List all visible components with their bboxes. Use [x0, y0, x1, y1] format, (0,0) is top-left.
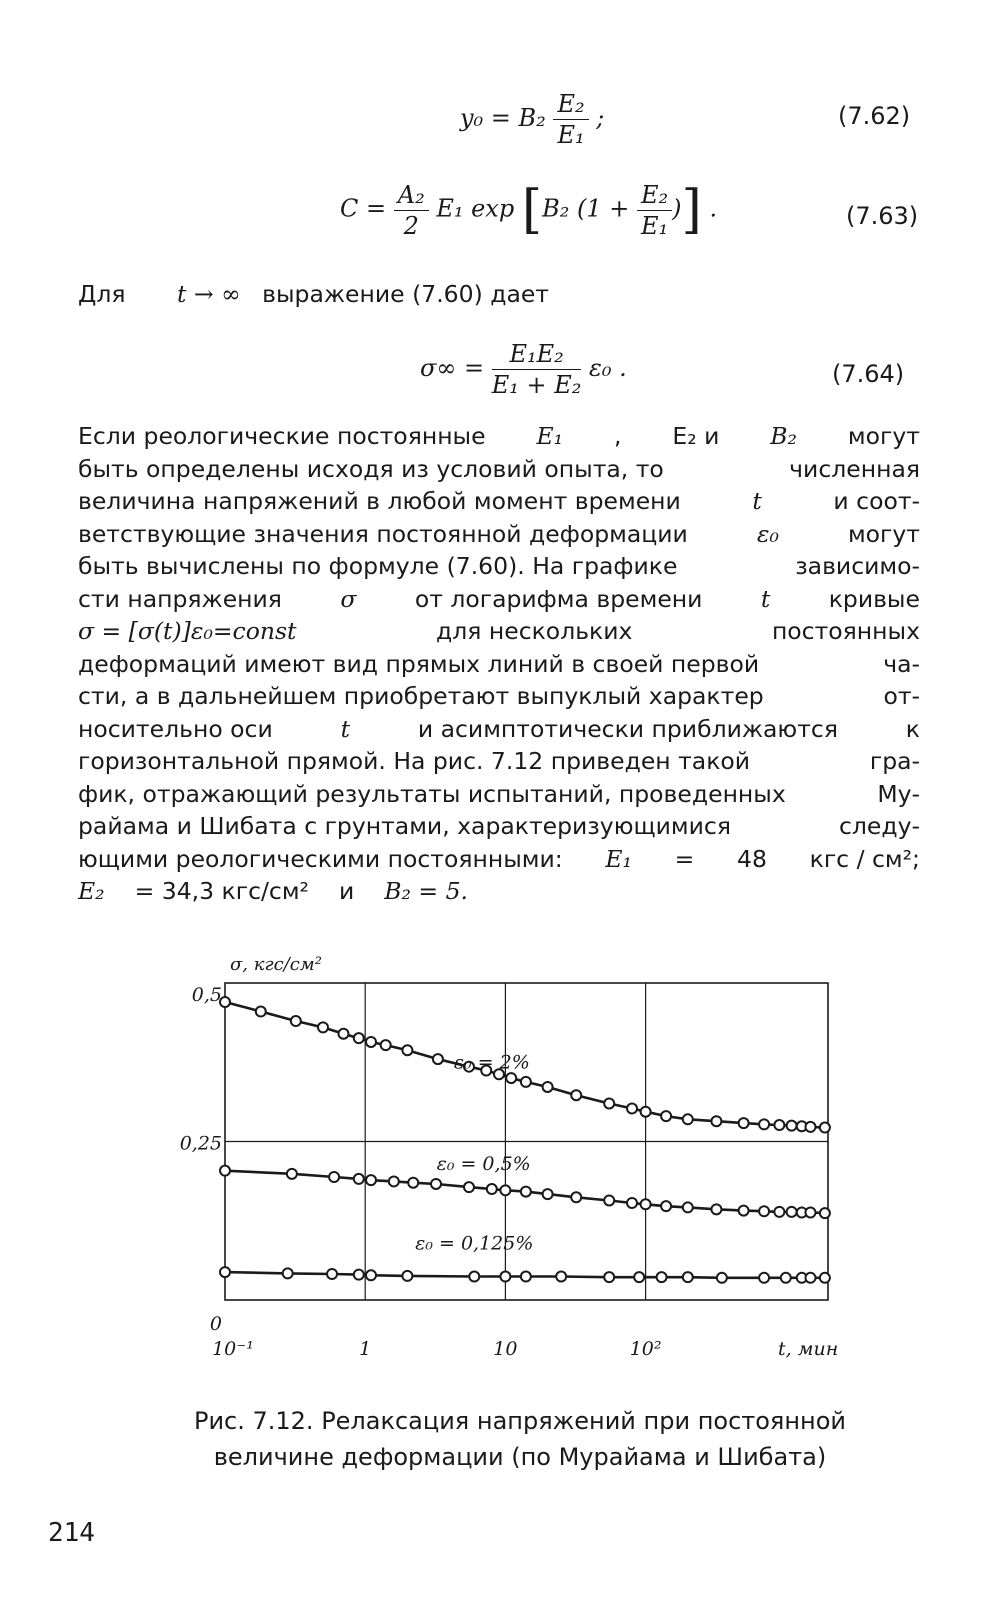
page-number: 214	[48, 1518, 95, 1548]
data-point	[805, 1208, 815, 1218]
figure-caption	[120, 1403, 920, 1475]
eq-number-7-63: (7.63)	[846, 202, 919, 230]
data-point	[820, 1273, 830, 1283]
data-point	[641, 1199, 651, 1209]
paragraph-token: = 34,3 кгс/см²	[134, 877, 309, 905]
paragraph-line	[78, 583, 920, 616]
data-point	[354, 1033, 364, 1043]
data-point	[774, 1207, 784, 1217]
data-point	[739, 1118, 749, 1128]
eq-764-den: E₁ + E₂	[491, 371, 582, 399]
equation-7-64	[420, 340, 627, 399]
data-point	[604, 1098, 614, 1108]
eq-764-num: E₁E₂	[492, 340, 582, 370]
paragraph-token: сти, а в дальнейшем приобретают выпуклый характер	[78, 682, 764, 710]
data-point	[287, 1169, 297, 1179]
data-point	[805, 1273, 815, 1283]
series-label: ε₀ = 0,5%	[436, 1153, 531, 1176]
data-point	[220, 1166, 230, 1176]
data-point	[604, 1195, 614, 1205]
data-point	[820, 1123, 830, 1133]
data-point	[641, 1107, 651, 1117]
data-point	[408, 1178, 418, 1188]
paragraph-token: фик, отражающий результаты испытаний, проведенных	[78, 779, 786, 808]
y-axis-label: σ, кгс/см²	[230, 954, 322, 975]
data-point	[469, 1272, 479, 1282]
data-point	[820, 1208, 830, 1218]
eq-762-lhs: y₀ = B₂	[460, 104, 546, 132]
paragraph-line	[78, 680, 920, 713]
equation-7-63: C = $\frac{\text{A₂}}{2}$ E₁ exp [B₂ (1 + $\frac{\text{E₂}}{\text{E₁}}$ )] .	[340, 180, 718, 240]
data-point	[683, 1272, 693, 1282]
data-point	[521, 1077, 531, 1087]
eq-763-tail: .	[709, 194, 718, 223]
data-point	[366, 1037, 376, 1047]
paragraph-token: ча-	[883, 649, 920, 678]
data-point	[464, 1182, 474, 1192]
x-tick-label: 10	[493, 1338, 518, 1360]
for-limit-line	[78, 280, 549, 308]
paragraph-token: величина напряжений в любой момент времени	[78, 487, 681, 515]
paragraph-token: кривые	[828, 584, 920, 613]
for-text: выражение (7.60) дает	[262, 280, 549, 308]
data-point	[774, 1120, 784, 1130]
paragraph-line	[78, 648, 920, 681]
paragraph-token: Если реологические постоянные	[78, 422, 486, 450]
paragraph-line	[78, 453, 920, 486]
data-point	[402, 1271, 412, 1281]
for-lead: Для	[78, 280, 126, 308]
paragraph-token: численная	[789, 454, 920, 483]
chart-labels	[180, 954, 838, 1360]
eq-763-num: E₂	[637, 181, 672, 211]
equation-7-62	[460, 90, 604, 149]
relaxation-chart	[180, 945, 870, 1375]
eq-763-mid: E₁ exp	[436, 194, 515, 223]
data-point	[487, 1184, 497, 1194]
data-point	[433, 1054, 443, 1064]
paragraph-token: носительно оси	[78, 714, 273, 743]
data-point	[759, 1273, 769, 1283]
paragraph-token: деформаций имеют вид прямых линий в своей первой	[78, 649, 760, 678]
paragraph-token: E₁	[536, 422, 564, 450]
data-point	[604, 1272, 614, 1282]
data-point	[661, 1111, 671, 1121]
paragraph-token: ε₀	[756, 519, 779, 548]
data-point	[500, 1272, 510, 1282]
paragraph-line	[78, 745, 920, 778]
data-point	[717, 1273, 727, 1283]
data-point	[759, 1119, 769, 1129]
data-point	[220, 1267, 230, 1277]
data-point	[256, 1007, 266, 1017]
data-point	[787, 1207, 797, 1217]
data-point	[521, 1272, 531, 1282]
paragraph-token: быть вычислены по формуле (7.60). На графике	[78, 552, 678, 580]
data-point	[627, 1198, 637, 1208]
x-axis-label: t, мин	[778, 1338, 839, 1360]
paragraph-line	[78, 843, 920, 876]
x-tick-label: 10²	[629, 1338, 662, 1360]
paragraph-line	[78, 518, 920, 551]
paragraph-token: кгс / см²;	[809, 844, 920, 873]
data-point	[571, 1192, 581, 1202]
data-point	[711, 1116, 721, 1126]
data-point	[634, 1272, 644, 1282]
data-point	[366, 1270, 376, 1280]
paragraph-token: быть определены исходя из условий опыта, то	[78, 454, 664, 483]
paragraph-token: σ = [σ(t)]ε₀=const	[78, 617, 297, 645]
eq-762-den: E₁	[557, 121, 585, 149]
eq-762-tail: ;	[596, 104, 605, 132]
x-tick-label: 10⁻¹	[212, 1338, 254, 1360]
eq-764-lhs: σ∞ =	[420, 354, 492, 382]
series-label: ε₀ = 2%	[453, 1051, 530, 1074]
paragraph-token: ющими реологическими постоянными:	[78, 844, 563, 873]
eq-763-cnum: A₂	[394, 181, 429, 211]
paragraph-token: ветствующие значения постоянной деформации	[78, 519, 688, 548]
paragraph-token: t	[340, 714, 351, 743]
caption-line-1: Рис. 7.12. Релаксация напряжений при постоянной	[193, 1407, 847, 1435]
paragraph-token: для нескольких	[436, 617, 633, 645]
paragraph-token: райама и Шибата с грунтами, характеризующимися	[78, 812, 731, 840]
paragraph-line	[78, 778, 920, 811]
data-point	[657, 1272, 667, 1282]
paragraph-token: гра-	[869, 747, 920, 775]
paragraph-token: от логарифма времени	[414, 584, 703, 613]
eq-763-lhs: C =	[340, 194, 394, 223]
paragraph-token: зависимо-	[795, 552, 920, 580]
data-point	[787, 1121, 797, 1131]
data-point	[543, 1082, 553, 1092]
y-tick-label: 0,25	[180, 1132, 222, 1155]
paragraph-token: B₂	[770, 422, 797, 450]
eq-763-close: )	[672, 194, 682, 223]
data-point	[711, 1204, 721, 1214]
paragraph-token: горизонтальной прямой. На рис. 7.12 приведен такой	[78, 747, 751, 775]
paragraph-token: B₂ = 5.	[384, 877, 469, 905]
data-point	[327, 1269, 337, 1279]
data-point	[329, 1172, 339, 1182]
paragraph-token: E₂ и	[672, 422, 720, 450]
paragraph-token: =	[674, 844, 695, 873]
data-point	[366, 1175, 376, 1185]
paragraph-token: постоянных	[771, 617, 920, 645]
data-point	[683, 1202, 693, 1212]
data-point	[543, 1189, 553, 1199]
paragraph-token: t	[752, 487, 762, 515]
paragraph-line	[78, 550, 920, 583]
data-point	[318, 1022, 328, 1032]
paragraph-token: к	[905, 714, 920, 743]
eq-number-7-64: (7.64)	[832, 360, 905, 388]
data-point	[759, 1206, 769, 1216]
paragraph-token: σ	[340, 584, 357, 613]
data-point	[389, 1176, 399, 1186]
y-tick-label: 0	[209, 1313, 222, 1335]
paragraph-token: и	[338, 877, 355, 905]
for-limit: t → ∞	[177, 280, 241, 308]
paragraph-token: и асимптотически приближаются	[417, 714, 838, 743]
paragraph-token: t	[760, 584, 771, 613]
paragraph-token: и соот-	[833, 487, 920, 515]
paragraph-token: могут	[847, 422, 920, 450]
paragraph-line	[78, 615, 920, 648]
paragraph-token: 48	[737, 844, 767, 873]
data-point	[556, 1272, 566, 1282]
data-point	[683, 1114, 693, 1124]
data-point	[500, 1185, 510, 1195]
body-paragraph	[78, 420, 920, 908]
eq-763-inner: B₂ (1 +	[542, 194, 638, 223]
data-point	[402, 1045, 412, 1055]
paragraph-token: сти напряжения	[78, 584, 282, 613]
paragraph-token: ,	[613, 422, 622, 450]
x-tick-label: 1	[359, 1338, 372, 1360]
data-point	[661, 1201, 671, 1211]
paragraph-line	[78, 810, 920, 843]
data-point	[627, 1104, 637, 1114]
eq-764-tail: ε₀ .	[589, 354, 627, 382]
data-point	[338, 1029, 348, 1039]
paragraph-line	[78, 420, 920, 453]
data-point	[291, 1016, 301, 1026]
paragraph-token: Му-	[877, 779, 920, 808]
paragraph-line	[78, 485, 920, 518]
paragraph-line	[78, 713, 920, 746]
y-tick-label: 0,5	[191, 984, 222, 1006]
eq-763-den: E₁	[641, 211, 669, 240]
data-point	[354, 1270, 364, 1280]
data-point	[381, 1040, 391, 1050]
data-point	[805, 1122, 815, 1132]
paragraph-token: от-	[883, 682, 920, 710]
eq-number-7-62: (7.62)	[838, 102, 911, 130]
paragraph-token: E₂	[78, 877, 105, 905]
data-point	[431, 1179, 441, 1189]
eq-762-num: E₂	[553, 90, 588, 120]
eq-763-cden: 2	[403, 211, 419, 240]
paragraph-line	[78, 875, 920, 908]
data-point	[506, 1073, 516, 1083]
data-point	[521, 1187, 531, 1197]
data-point	[781, 1273, 791, 1283]
caption-line-2: величине деформации (по Мурайама и Шибата)	[213, 1443, 827, 1471]
data-point	[739, 1206, 749, 1216]
data-point	[283, 1268, 293, 1278]
data-point	[354, 1174, 364, 1184]
paragraph-token: E₁	[605, 844, 632, 873]
paragraph-token: следу-	[838, 812, 920, 840]
series-label: ε₀ = 0,125%	[415, 1232, 534, 1255]
paragraph-token: могут	[847, 519, 920, 548]
data-point	[571, 1090, 581, 1100]
